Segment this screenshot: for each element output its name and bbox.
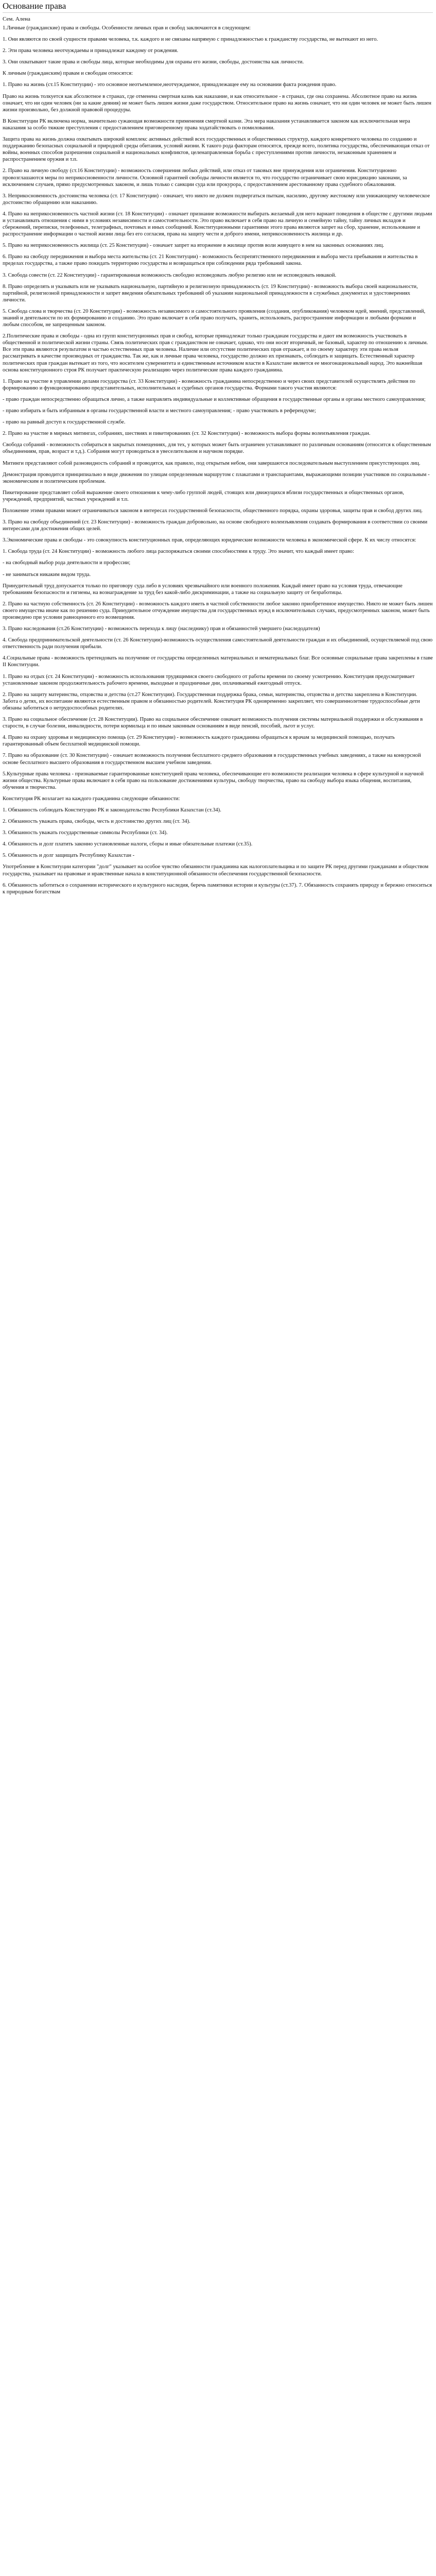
paragraph: 4. Обязанность и долг платить законно установленные налоги, сборы и иные обязательные платежи (ст.35).	[3, 841, 253, 848]
paragraph: 2. Право на личную свободу (ст.16 Конституции) - возможность совершения любых действий, или отказ от таковых вне принуждения или ограничения. Конституционно провозглашаются меры по неприкосновенности личности. Основной гарантией свободы личности является то, что государство ограничивает свою юрисдикцию законами, за исключением случаев, прямо предусмотренных законом, и лишь только с санкции суда или прокурора, с предоставлением арестованному права судебного обжалования.	[3, 168, 407, 188]
paragraph: 6. Обязанность заботиться о сохранении исторического и культурного наследия, беречь памятники истории и культуры (ст.37). 7. Обязанность сохранять природу и бережно относиться к природным богатствам	[3, 882, 432, 895]
paragraph: 3.Экономические права и свободы - это совокупность конституционных прав, определяющих юридические возможности человека в экономической сфере. К их числу относятся:	[3, 537, 416, 544]
paragraph: 1. Свобода труда (ст. 24 Конституции) - возможность любого лица распоряжаться своими способностями к труду. Это значит, что каждый имеет право:	[3, 549, 354, 555]
paragraph: 8. Право определять и указывать или не указывать национальную, партийную и религиозную принадлежность (ст. 19 Конституции) - возможность выбора своей национальности, партийной, религиозной принадлежности и запрет введения обязательных требований об указании национальной принадлежности в служебных документах и удостоверениях личности.	[3, 283, 418, 303]
paragraph: 1.Личные (гражданские) права и свободы. Особенности личных прав и свобод заключаются в следующем:	[3, 25, 251, 31]
paragraph: 4. Право на охрану здоровья и медицинскую помощь (ст. 29 Конституции) - возможность каждого гражданина обращаться к врачам за медицинской помощью, получать гарантированный объем бесплатной медицинской помощи.	[3, 735, 395, 748]
paragraph: 3. Свобода совести (ст. 22 Конституции) - гарантированная возможность свободно исповедовать любую религию или не исповедовать никакой.	[3, 272, 337, 278]
paragraph: 7. Право на образование (ст. 30 Конституции) - означает возможность получения бесплатного среднего образования в государственных учебных заведениях, а также на конкурсной основе бесплатного высшего образования в государственном высшем учебном заведении.	[3, 753, 421, 766]
paragraph: 2. Эти права человека неотчуждаемы и принадлежат каждому от рождения.	[3, 48, 179, 54]
paragraph: 3. Право на свободу объединений (ст. 23 Конституции) - возможность граждан добровольно, на основе свободного волеизъявления создавать формирования в соответствии со своими интересами для достижения общих целей.	[3, 519, 428, 532]
paragraph: Защита права на жизнь должна охватывать широкий комплекс активных действий всех государственных и общественных структур, каждого конкретного человека по созданию и поддержанию безопасных социальной и природной среды обитания, условий жизни. К такого рода факторам относятся, прежде всего, политика государства, обеспечивающая отказ от войны, военных способов разрешения социальной и национальных конфликтов, целенаправленная борьба с преступлениями против личности, незаконным хранением и распространением оружия и т.п.	[3, 137, 430, 163]
paragraph: Демонстрация проводится принципиально в виде движения по улицам определенным маршрутом с плакатами и транспарантами, выражающими позиции участников по социальным - экономическим и политическим проблемам.	[3, 471, 430, 484]
author-line: Сем. Алена	[3, 16, 30, 22]
paragraph: 2. Обязанность уважать права, свободы, честь и достоинство других лиц (ст. 34).	[3, 819, 190, 825]
paragraph: Употребление в Конституции категории "долг" указывает на особое чувство обязанности гражданина как налогоплательщика и по защите РК перед другими гражданами и обществом государства, указывает на правовые и нравственные начала в конституционной обязанности обеспечения государственной безопасности.	[3, 864, 429, 877]
paragraph: 5. Право на неприкосновенность жилища (ст. 25 Конституции) - означает запрет на вторжение в жилище против воли живущего в нем на законных основаниях лиц.	[3, 243, 385, 249]
paragraph: 4. Свобода предпринимательской деятельности (ст. 26 Конституции)-возможность осуществления самостоятельной деятельности граждан и их объединений, осуществляемой под свою ответственность ради получения прибыли.	[3, 637, 433, 650]
paragraph: 2. Право на участие в мирных митингах, собраниях, шествиях и пикетированиях (ст. 32 Конституции) - возможность выбора формы волеизъявления граждан.	[3, 431, 371, 437]
paragraph: Конституция РК возлагает на каждого гражданина следующие обязанности:	[3, 795, 180, 802]
paragraph: 4. Право на неприкосновенность частной жизни (ст. 18 Конституции) - означает признание возможности выбирать желаемый для него вариант поведения в обществе с другими людьми и устанавливать отношения с ними в условиях независимости и самостоятельности. Это право включает в себя право на личную и семейную тайну, тайну личных вкладов и сбережений, переписки, телефонных, телеграфных, почтовых и иных сообщений. Конституционными гарантиями этого права являются запрет на сбор, хранение, использование и распространение информации о частной жизни лица без его согласия, права на защиту чести и доброго имени, неприкосновенность жилища и др.	[3, 211, 432, 238]
paragraph: Пикетирование представляет собой выражение своего отношения к чему-либо группой людей, стоящих или движущихся вблизи государственных и общественных органов, учреждений, предприятий, частных учреждений и т.п.	[3, 489, 404, 502]
paragraph: 2.Политические права и свободы - одна из групп конституционных прав и свобод, которые принадлежат только гражданам государства и дают им возможность участвовать в общественной и политической жизни страны. Связь политических прав с гражданством не означает, однако, что они носят вторичный, не базовый, характер по отношению к личным. Все эти права являются результатом и частью естественных прав человека. Наличие или отсутствие политических прав отражает, и по своему характеру эти права нельзя рассматривать в качестве производных от гражданства. Так же, как и личные права человека, государство должно их признавать, соблюдать и защищать. Естественный характер политических прав граждан вытекает из того, что носителем суверенитета и единственным источником власти в Казахстане является ее многонациональный народ. Это важнейшая основа конституционного строя РК получает практическую реализацию через политические права каждого гражданина.	[3, 333, 428, 373]
paragraph: 1. Обязанность соблюдать Конституцию РК и законодательство Республики Казахстан (ст.34).	[3, 807, 221, 813]
paragraph: Положение этими правами может ограничиваться законом в интересах государственной безопасности, общественного порядка, охраны здоровья, защиты прав и свобод других лиц.	[3, 507, 423, 514]
document-page	[0, 0, 436, 895]
paragraph: Свобода собраний - возможность собираться в закрытых помещениях, для тех, у которых может быть ограничен устанавливают по различным основаниям (относится к общественным объединениям, прав, возраст и т.д.). Собрания могут проводиться в увеселительном и научном порядке.	[3, 442, 431, 455]
paragraph: К личным (гражданским) правам и свободам относятся:	[3, 71, 133, 77]
paragraph: 3. Обязанность уважать государственные символы Республики (ст. 34).	[3, 830, 168, 836]
paragraph: 1. Право на участие в управлении делами государства (ст. 33 Конституции) - возможность гражданина непосредственно и через своих представителей осуществлять действия по формированию и функционированию представительных, исполнительных и судебных органов государства. Формами такого участия являются:	[3, 378, 415, 391]
paragraph: 5.Культурные права человека - признаваемые гарантированные конституцией права человека, обеспечивающие его возможности реализации человека в сфере культурной и научной жизни общества. Культурные права включают в себя право на пользование достижениями культуры, свободу творчества, право на свободу выбора языка общения, воспитания, обучения и творчества.	[3, 771, 424, 790]
paragraph: 1. Они являются по своей сущности правами человека, т.к. каждого и не связаны напрямую с принадлежностью к гражданству государства, не вытекают из него.	[3, 37, 378, 43]
paragraph: 4.Социальные права - возможность претендовать на получение от государства определенных материальных и нематериальных благ. Все основные социальные права закреплены в главе II Конституции.	[3, 655, 433, 668]
paragraph: Митинги представляют собой разновидность собраний и проводятся, как правило, под открытым небом, они завершаются последовательным выступлением присутствующих лиц.	[3, 460, 421, 466]
paragraph: - на свободный выбор рода деятельности и профессии;	[3, 560, 131, 566]
paragraph: 3. Они охватывают такие права и свободы лица, которые необходимы для охраны его жизни, свободы, достоинства как личности.	[3, 59, 304, 65]
paragraph: 5. Свобода слова и творчества (ст. 20 Конституции) - возможность независимого и самостоятельного проявления (создания, опубликования) человеком идей, мнений, представлений, знаний и деятельности по их формированию и созданию. Это право включает в себя право получать, хранить, использовать, распространение информации и любыми формами и любым способом, не запрещенным законом.	[3, 308, 426, 328]
paragraph: 1. Право на жизнь (ст.15 Конституции) - это основное неотъемлемое,неотчуждаемое, принадлежащее ему на основании факта рождения право.	[3, 82, 337, 88]
paragraph: 6. Право на свободу передвижения и выбора места жительства (ст. 21 Конституции) - возможность беспрепятственного передвижения и выбора места пребывания и жительства в пределах государства, а также право покидать территорию государства и возвращаться при соблюдении ряда требований закона.	[3, 254, 418, 267]
paragraph: - не заниматься никаким видом труда.	[3, 571, 91, 578]
paragraph: 3. Право наследования (ст.26 Конституции) - возможность перехода к лицу (наследнику) прав и обязанностей умершего (наследодателя)	[3, 626, 320, 632]
paragraph: В Конституции РК включена норма, значительно сужающая возможности применения смертной казни. Эта мера наказания устанавливается законом как исключительная мера наказания за особо тяжкие преступления с предоставлением приговоренному права ходатайствовать о помиловании.	[3, 118, 410, 131]
paragraph: - право граждан непосредственно обращаться лично, а также направлять индивидуальные и коллективные обращения в государственные органы и органы местного самоуправления;	[3, 396, 426, 402]
paragraph: 1. Право на отдых (ст. 24 Конституции) - возможность использования трудящимися своего свободного от работы времени по своему усмотрению. Конституция предусматривает установленные законом продолжительность рабочего времени, выходные и праздничные дни, оплачиваемый ежегодный отпуск.	[3, 673, 415, 686]
paragraph: - право на равный доступ к государственной службе.	[3, 419, 126, 426]
paragraph: 2. Право на частную собственность (ст. 26 Конституции) - возможность каждого иметь в частной собственности любое законно приобретенное имущество. Никто не может быть лишен своего имущества иначе как по решению суда. Принудительное отчуждение имущества для государственных нужд в исключительных случаях, предусмотренных законом, может быть произведено при условии равноценного его возмещения.	[3, 601, 433, 620]
document-body	[3, 25, 433, 895]
paragraph: Принудительный труд допускается только по приговору суда либо в условиях чрезвычайного или военного положения. Каждый имеет право на условия труда, отвечающие требованиям безопасности и гигиены, на вознаграждение за труд без какой-либо дискриминации, а также на социальную защиту от безработицы.	[3, 583, 403, 596]
paragraph: 5. Обязанность и долг защищать Республику Казахстан -	[3, 853, 135, 859]
paragraph: 2. Право на защиту материнства, отцовства и детства (ст.27 Конституции). Государственная поддержка брака, семьи, материнства, отцовства и детства закреплена в Конституции. Забота о детях, их воспитание являются естественным правом и обязанностью родителей. Конституция РК одновременно закрепляет, что совершеннолетние трудоспособные дети обязаны заботиться о нетрудоспособных родителях.	[3, 691, 420, 711]
paragraph: 3. Неприкосновенность достоинства человека (ст. 17 Конституции) - означает, что никто не должен подвергаться пыткам, насилию, другому жестокому или унижающему человеческое достоинство обращению или наказанию.	[3, 193, 430, 206]
page-title: Основание права	[3, 1, 433, 13]
paragraph: Право на жизнь толкуется как абсолютное в странах, где отменена смертная казнь как наказание, и как относительное - в странах, где она сохранена. Абсолютное право на жизнь означает, что ни один человек (ни за какие деяния) не может быть лишен жизни даже государством. Относительное право на жизнь означает, что ни один человек не может быть лишен жизни произвольно, без должной правовой процедуры.	[3, 93, 431, 113]
paragraph: 3. Право на социальное обеспечение (ст. 28 Конституции). Право на социальное обеспечение означает возможность получения системы материальной поддержки и обслуживания в старости, в случае болезни, инвалидности, потери кормильца и по иным законным основаниям в виде пенсий, пособий, льгот и услуг.	[3, 717, 423, 730]
paragraph: - право избирать и быть избранным в органы государственной власти и местного самоуправления; - право участвовать в референдуме;	[3, 408, 316, 414]
